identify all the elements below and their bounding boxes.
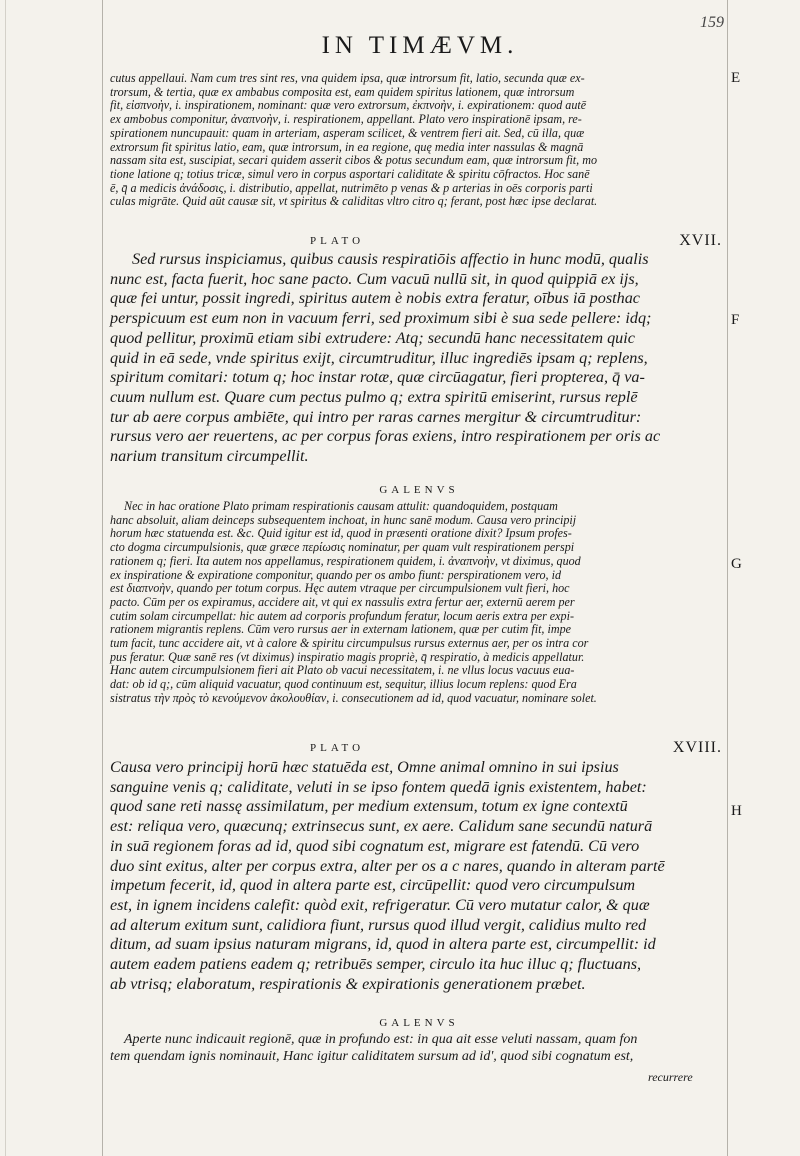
text-line: Causa vero principij horū hæc statuēda est, Omne animal omnino in sui ipsius (110, 758, 619, 776)
text-line: impetum fecerit, id, quod in altera parte est, circūpellit: quod vero circumpulsum (110, 876, 636, 895)
plato-passage-xvii (110, 250, 732, 467)
text-line: ex inspiratione & expiratione componitur, quando per os ambo fiunt: perspirationem vero, id (110, 567, 562, 582)
page-number: 159 (700, 14, 724, 31)
text-line: tem quendam ignis nominauit, Hanc igitur caliditatem sursum ad id', quod sibi cognatum est, (110, 1049, 634, 1064)
text-line: in suā regionem foras ad id, quod sibi cognatum est, migrare est fatendū. Cū vero (110, 836, 640, 855)
text-line: perspicuum est eum non in vacuum ferri, sed proximum sibi è sua sede pellere: idq; (110, 309, 652, 328)
section-author: PLATO (310, 742, 365, 754)
text-line: tum facit, tunc accidere ait, vt à calore & spiritu circumpulsus rursus externus aer, per os intra cor (110, 636, 589, 651)
text-line: extrorsum fit spiritus latio, eam, quæ introrsum, in ea regione, quę media inter nassulas & magnā (110, 139, 584, 154)
text-line: fit, εἰσπνοὴν, i. inspirationem, nominant: quæ vero extrorsum, ἐκπνοὴν, i. expirationem: quod autē (110, 98, 587, 113)
text-line: est: reliqua vero, quæcunq; extrinsecus sunt, ex aere. Calidum sane secundū naturā (110, 817, 653, 836)
text-line: dat: ob id q;, cūm aliquid vacuatur, quod continuum est, sequitur, illius locum replens: quod Era (110, 677, 577, 692)
text-line: trorsum, & tertia, quæ ex ambabus composita est, eam quidem spiritus lationem, quæ introrsum (110, 84, 575, 99)
text-line: ex ambobus componitur, ἀναπνοὴν, i. respirationem, appellant. Plato vero inspirationē ipsam, re- (110, 112, 582, 127)
text-line: nassam sita est, suscipiat, secari quidem asserit cibos & potus secundum eam, quæ introrsum fit, mo (110, 153, 597, 168)
text-line: nunc est, facta fuerit, hoc sane pacto. Cum vacuū nullū sit, in quod quippiā ex ijs, (110, 269, 639, 288)
text-line: ditum, ad suam ipsius naturam migrans, id, quod in altera parte est, circumpellit: id (110, 935, 656, 954)
text-line: narium transitum circumpellit. (110, 447, 309, 466)
text-line: Hanc autem circumpulsionem fieri ait Plato ob vacui necessitatem, i. ne vllus locus vacuus eua- (110, 663, 575, 678)
text-line: culas migrāte. Quid aūt causæ sit, vt spiritus & caliditas vltro citro q; ferant, post hæc ipse declarat. (110, 194, 598, 209)
text-line: rationem q; fieri. Ita autem nos appellamus, respirationem quidem, i. ἀναπνοὴν, vt diximus, quod (110, 553, 581, 568)
text-line: autem eadem patiens eadem q; retribuēs semper, circulo ita huc illuc q; fluctuans, (110, 955, 642, 974)
margin-letter-h: H (731, 803, 742, 819)
text-line: cutim solam circumpellat: hic autem ad corporis profundum feratur, locum aeris extra per expi- (110, 608, 574, 623)
margin-letter-g: G (731, 556, 742, 572)
text-line: sistratus τὴν πρὸς τὸ κενούμενον ἀκολουθίαν, i. consecutionem ad id, quod vacuatur, nominare solet. (110, 690, 597, 705)
page-edge-rule (5, 0, 6, 1156)
text-line: spirationem nuncupauit: quam in arteriam, asperam scilicet, & ventrem fieri ait. Sed, cū illa, quæ (110, 125, 585, 140)
section-number: XVII. (679, 232, 722, 249)
galen-commentary-1 (110, 500, 732, 706)
section-author: GALENVS (379, 1017, 459, 1029)
text-line: ē, q̄ a medicis ἀνάδοσις, i. distributio, appellat, nutrimēto p venas & p arterias in oēs corporis parti (110, 180, 593, 195)
text-line: Sed rursus inspiciamus, quibus causis respiratiōis affectio in hunc modū, qualis (132, 250, 649, 268)
margin-letter-f: F (731, 312, 740, 328)
text-line: ab vtrisq; elaboratum, respirationis & expirationis generationem præbet. (110, 974, 586, 993)
text-line: ad alterum exitum sunt, calidiora fiunt, rursus quod illud vergit, calidius multo red (110, 915, 647, 934)
text-line: sanguine venis q; caliditate, veluti in se ipso fontem quedā ignis existentem, habet: (110, 777, 647, 796)
text-line: Aperte nunc indicauit regionē, quæ in profundo est: in qua ait esse veluti nassam, quam fon (124, 1032, 638, 1047)
text-line: cto dogma circumpulsionis, quæ græce περίωσις nominatur, per quam vult respirationem perspi (110, 540, 575, 555)
text-line: quid in eā sede, vnde spiritus exijt, circumtruditur, illuc ingrediēs ipsam q; replens, (110, 348, 648, 367)
left-margin-rule (102, 0, 103, 1156)
running-header: IN TIMÆVM. (321, 32, 519, 59)
section-author: PLATO (310, 235, 365, 247)
text-line: Nec in hac oratione Plato primam respirationis causam attulit: quandoquidem, postquam (124, 499, 558, 513)
catchword: recurrere (648, 1070, 693, 1084)
margin-bleed-note (10, 340, 98, 349)
text-line: spiritum comitari: totum q; hoc instar rotæ, quæ circūagatur, fieri propterea, q̄ va- (110, 368, 645, 387)
section-author: GALENVS (379, 484, 459, 496)
text-line: pus feratur. Quæ sanē res (vt diximus) inspiratio magis propriè, q̄ respiratio, à medicis appellatur. (110, 649, 585, 664)
text-line: est διαπνοὴν, quando per totum corpus. Hęc autem vtraque per circumpulsionem vult fieri, hoc (110, 581, 570, 596)
text-line: rursus vero aer reuertens, ac per corpus foras exiens, intro respirationem per oris ac (110, 427, 661, 446)
text-line: horum hæc statuenda est. &c. Quid igitur est id, quod in præsenti oratione dixit? Ipsum profes- (110, 526, 572, 541)
section-number: XVIII. (672, 739, 722, 756)
intro-commentary (110, 72, 732, 209)
text-line: quod pellitur, proximū etiam sibi extrudere: Atq; secundū hanc necessitatem quic (110, 328, 635, 347)
text-line: rationem migrantis replens. Cūm vero rursus aer in externam lationem, quæ per cutim fit, impe (110, 622, 571, 637)
text-line: pacto. Cūm per os expiramus, accidere ait, vt qui ex nassulis extra fertur aer, externū aerem per (110, 594, 575, 609)
text-line: tur ab aere corpus ambiēte, qui intro per raras carnes mergitur & circumtruditur: (110, 407, 642, 426)
margin-letter-e: E (731, 70, 741, 86)
plato-passage-xviii (110, 758, 732, 994)
text-line: cutus appellaui. Nam cum tres sint res, vna quidem ipsa, quæ introrsum fit, latio, secunda quæ ex- (110, 71, 585, 85)
text-line: est, in ignem incidens calefit: quòd exit, refrigeratur. Cū vero mutatur calor, & quæ (110, 895, 650, 914)
text-line: hanc absoluit, aliam deinceps subsequentem inchoat, in hunc sanē modum. Causa vero principij (110, 512, 577, 527)
text-line: quod sane reti nassę assimilatum, per medium extensum, totum ex igne contextū (110, 797, 628, 816)
text-line: tione latione q; totius tricæ, simul vero in corpus asportari caliditate & spiritu cōfractos. Hoc sanē (110, 166, 590, 181)
text-line: duo sint exitus, alter per corpus extra, alter per os a c nares, quando in alteram partē (110, 856, 665, 875)
galen-commentary-2 (110, 1031, 732, 1065)
text-line: quæ fei untur, possit ingredi, spiritus autem è nobis extra feratur, oībus iā posthac (110, 289, 640, 308)
text-line: cuum nullum est. Quare cum pectus pulmo q; extra spiritū emiserint, rursus replē (110, 387, 638, 406)
